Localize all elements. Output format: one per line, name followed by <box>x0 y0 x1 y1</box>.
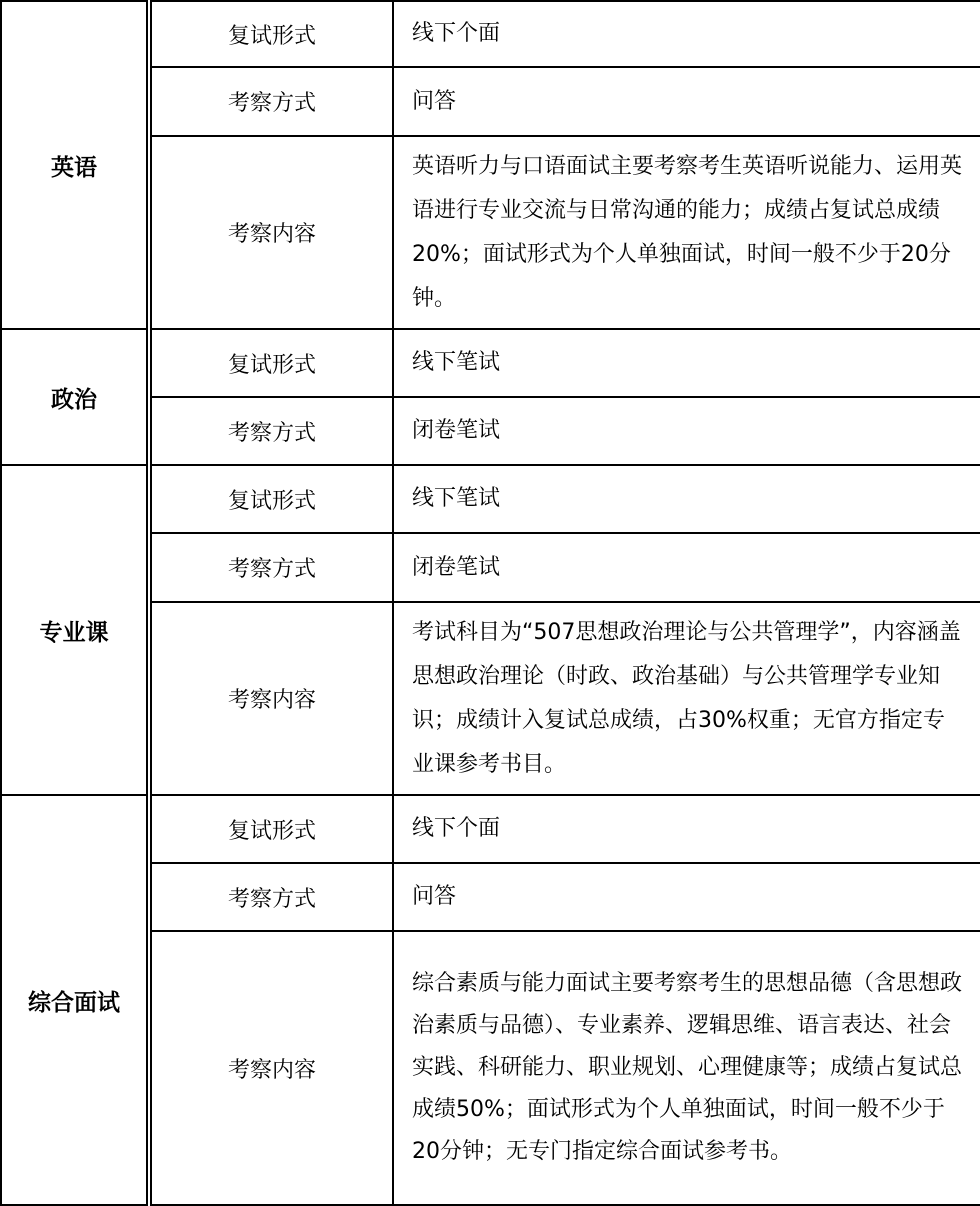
subject-cell: 综合面试 <box>1 795 149 1205</box>
aspect-cell: 复试形式 <box>149 795 393 863</box>
detail-cell: 综合素质与能力面试主要考察考生的思想品德（含思想政治素质与品德）、专业素养、逻辑思维、语言表达、社会实践、科研能力、职业规划、心理健康等；成绩占复试总成绩50%；面试形式为个人单独面试，时间一般不少于20分钟；无专门指定综合面试参考书。 <box>393 931 980 1205</box>
detail-cell: 问答 <box>393 863 980 931</box>
subject-cell: 政治 <box>1 329 149 465</box>
detail-cell: 线下个面 <box>393 1 980 67</box>
aspect-cell: 考察内容 <box>149 602 393 795</box>
subject-cell: 英语 <box>1 1 149 329</box>
detail-cell: 问答 <box>393 67 980 136</box>
table-row <box>1 1 980 67</box>
aspect-cell: 考察方式 <box>149 67 393 136</box>
aspect-cell: 考察内容 <box>149 136 393 329</box>
aspect-cell: 复试形式 <box>149 329 393 397</box>
detail-cell: 闭卷笔试 <box>393 397 980 465</box>
detail-cell: 线下笔试 <box>393 329 980 397</box>
detail-cell: 英语听力与口语面试主要考察考生英语听说能力、运用英语进行专业交流与日常沟通的能力；成绩占复试总成绩20%；面试形式为个人单独面试，时间一般不少于20分钟。 <box>393 136 980 329</box>
aspect-cell: 考察方式 <box>149 863 393 931</box>
subject-cell: 专业课 <box>1 465 149 795</box>
aspect-cell: 考察方式 <box>149 533 393 602</box>
detail-cell: 线下个面 <box>393 795 980 863</box>
detail-cell: 线下笔试 <box>393 465 980 533</box>
table-row <box>1 795 980 863</box>
aspect-cell: 复试形式 <box>149 1 393 67</box>
table-row <box>1 465 980 533</box>
table-row <box>1 329 980 397</box>
aspect-cell: 复试形式 <box>149 465 393 533</box>
aspect-cell: 考察方式 <box>149 397 393 465</box>
detail-cell: 闭卷笔试 <box>393 533 980 602</box>
aspect-cell: 考察内容 <box>149 931 393 1205</box>
detail-cell: 考试科目为“507思想政治理论与公共管理学”，内容涵盖思想政治理论（时政、政治基础）与公共管理学专业知识；成绩计入复试总成绩，占30%权重；无官方指定专业课参考书目。 <box>393 602 980 795</box>
